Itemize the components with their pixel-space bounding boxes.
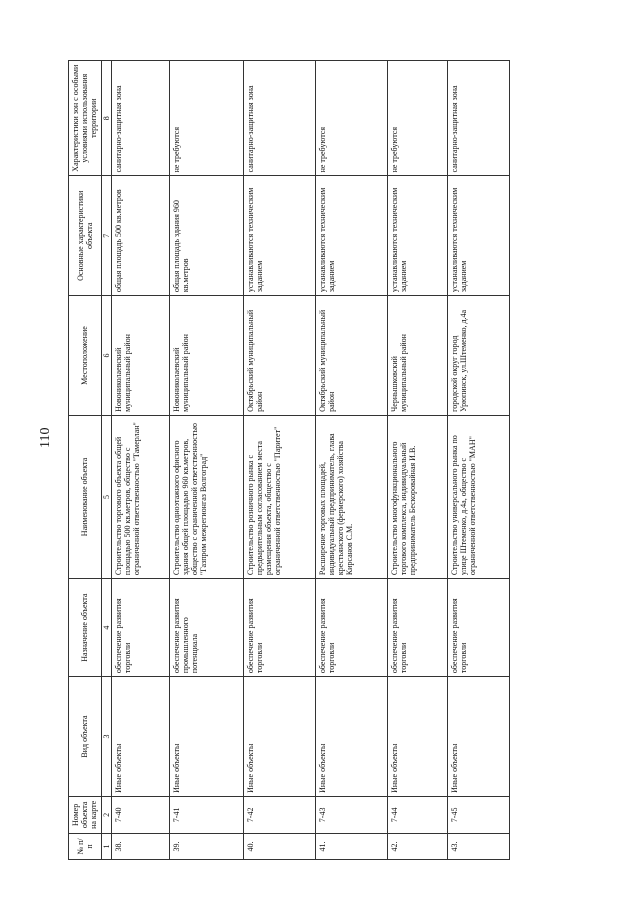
map-code: 7-45 xyxy=(447,796,509,833)
map-code: 7-43 xyxy=(315,796,387,833)
table-row xyxy=(447,61,509,860)
object-kind: Иные объекты xyxy=(387,677,447,797)
row-number: 39. xyxy=(169,833,243,859)
object-purpose: обеспечение развития промышленного потенциала xyxy=(169,579,243,677)
row-number: 43. xyxy=(447,833,509,859)
object-kind: Иные объекты xyxy=(169,677,243,797)
header-cell: Назначение объекта xyxy=(69,579,102,677)
object-characteristics: устанавливаются техническим заданием xyxy=(387,176,447,296)
header-cell: Вид объекта xyxy=(69,677,102,797)
object-kind: Иные объекты xyxy=(315,677,387,797)
zone-characteristics: санитарно-защитная зона xyxy=(243,61,315,176)
map-code: 7-40 xyxy=(111,796,169,833)
header-row xyxy=(69,61,102,860)
column-number-row xyxy=(101,61,111,860)
object-location: Новониколаевский муниципальный район xyxy=(111,296,169,416)
zone-characteristics: санитарно-защитная зона xyxy=(111,61,169,176)
object-characteristics: общая площадь здания 960 кв.метров xyxy=(169,176,243,296)
object-characteristics: общая площадь 500 кв.метров xyxy=(111,176,169,296)
page-number: 110 xyxy=(38,427,53,448)
object-location: Чернышковский муниципальный район xyxy=(387,296,447,416)
object-kind: Иные объекты xyxy=(243,677,315,797)
object-location: Октябрьский муниципальный район xyxy=(315,296,387,416)
object-purpose: обеспечение развития торговли xyxy=(447,579,509,677)
zone-characteristics: санитарно-защитная зона xyxy=(447,61,509,176)
map-code: 7-42 xyxy=(243,796,315,833)
table-row xyxy=(243,61,315,860)
object-purpose: обеспечение развития торговли xyxy=(243,579,315,677)
table-row xyxy=(169,61,243,860)
zone-characteristics: не требуются xyxy=(387,61,447,176)
object-location: Новониколаевский муниципальный район xyxy=(169,296,243,416)
row-number: 41. xyxy=(315,833,387,859)
header-cell: Местоположение xyxy=(69,296,102,416)
rotated-table-wrapper xyxy=(68,60,568,860)
object-name: Строительство торгового объекта общей площадью 500 кв.метров, общество с ограниченной ответственностью "Тамерлан" xyxy=(111,415,169,578)
column-number: 4 xyxy=(101,579,111,677)
object-name: Расширение торговых площадей, индивидуальный предприниматель, глава крестьянского (фермерского) хозяйства Кирсанов С.М. xyxy=(315,415,387,578)
table-row xyxy=(387,61,447,860)
header-cell: Основные характеристики объекта xyxy=(69,176,102,296)
header-cell: Наименование объекта xyxy=(69,415,102,578)
object-characteristics: устанавливаются техническим заданием xyxy=(447,176,509,296)
objects-table xyxy=(68,60,510,860)
row-number: 38. xyxy=(111,833,169,859)
map-code: 7-44 xyxy=(387,796,447,833)
zone-characteristics: не требуются xyxy=(169,61,243,176)
column-number: 6 xyxy=(101,296,111,416)
header-cell: № п/п xyxy=(69,833,102,859)
object-name: Строительство розничного рынка с предварительным согласованием места размещения объекта, общество с ограниченной ответственностью "Паритет" xyxy=(243,415,315,578)
row-number: 40. xyxy=(243,833,315,859)
zone-characteristics: не требуются xyxy=(315,61,387,176)
object-name: Строительство одноэтажного офисного здания общей площадью 960 кв.метров, общество с ограниченной ответственностью "Газпром межрегионгаз Волгоград" xyxy=(169,415,243,578)
column-number: 5 xyxy=(101,415,111,578)
object-purpose: обеспечение развития торговли xyxy=(387,579,447,677)
object-name: Строительство универсального рынка по улице Штеменко, д.4а, общество с ограниченной ответственностью "МАН" xyxy=(447,415,509,578)
object-characteristics: устанавливаются техническим заданием xyxy=(315,176,387,296)
table-row xyxy=(111,61,169,860)
object-location: городской округ город Урюпинск, ул.Штеменко, д.4а xyxy=(447,296,509,416)
column-number: 7 xyxy=(101,176,111,296)
object-purpose: обеспечение развития торговли xyxy=(111,579,169,677)
column-number: 2 xyxy=(101,796,111,833)
object-location: Октябрьский муниципальный район xyxy=(243,296,315,416)
header-cell: Номер объекта на карте xyxy=(69,796,102,833)
row-number: 42. xyxy=(387,833,447,859)
object-characteristics: устанавливаются техническим заданием xyxy=(243,176,315,296)
header-cell: Характеристики зон с особыми условиями использования территории xyxy=(69,61,102,176)
column-number: 1 xyxy=(101,833,111,859)
object-kind: Иные объекты xyxy=(111,677,169,797)
object-purpose: обеспечение развития торговли xyxy=(315,579,387,677)
object-name: Строительство многофункционального торгового комплекса, индивидуальный предприниматель Бескоровайная И.В. xyxy=(387,415,447,578)
object-kind: Иные объекты xyxy=(447,677,509,797)
column-number: 8 xyxy=(101,61,111,176)
map-code: 7-41 xyxy=(169,796,243,833)
column-number: 3 xyxy=(101,677,111,797)
table-row xyxy=(315,61,387,860)
